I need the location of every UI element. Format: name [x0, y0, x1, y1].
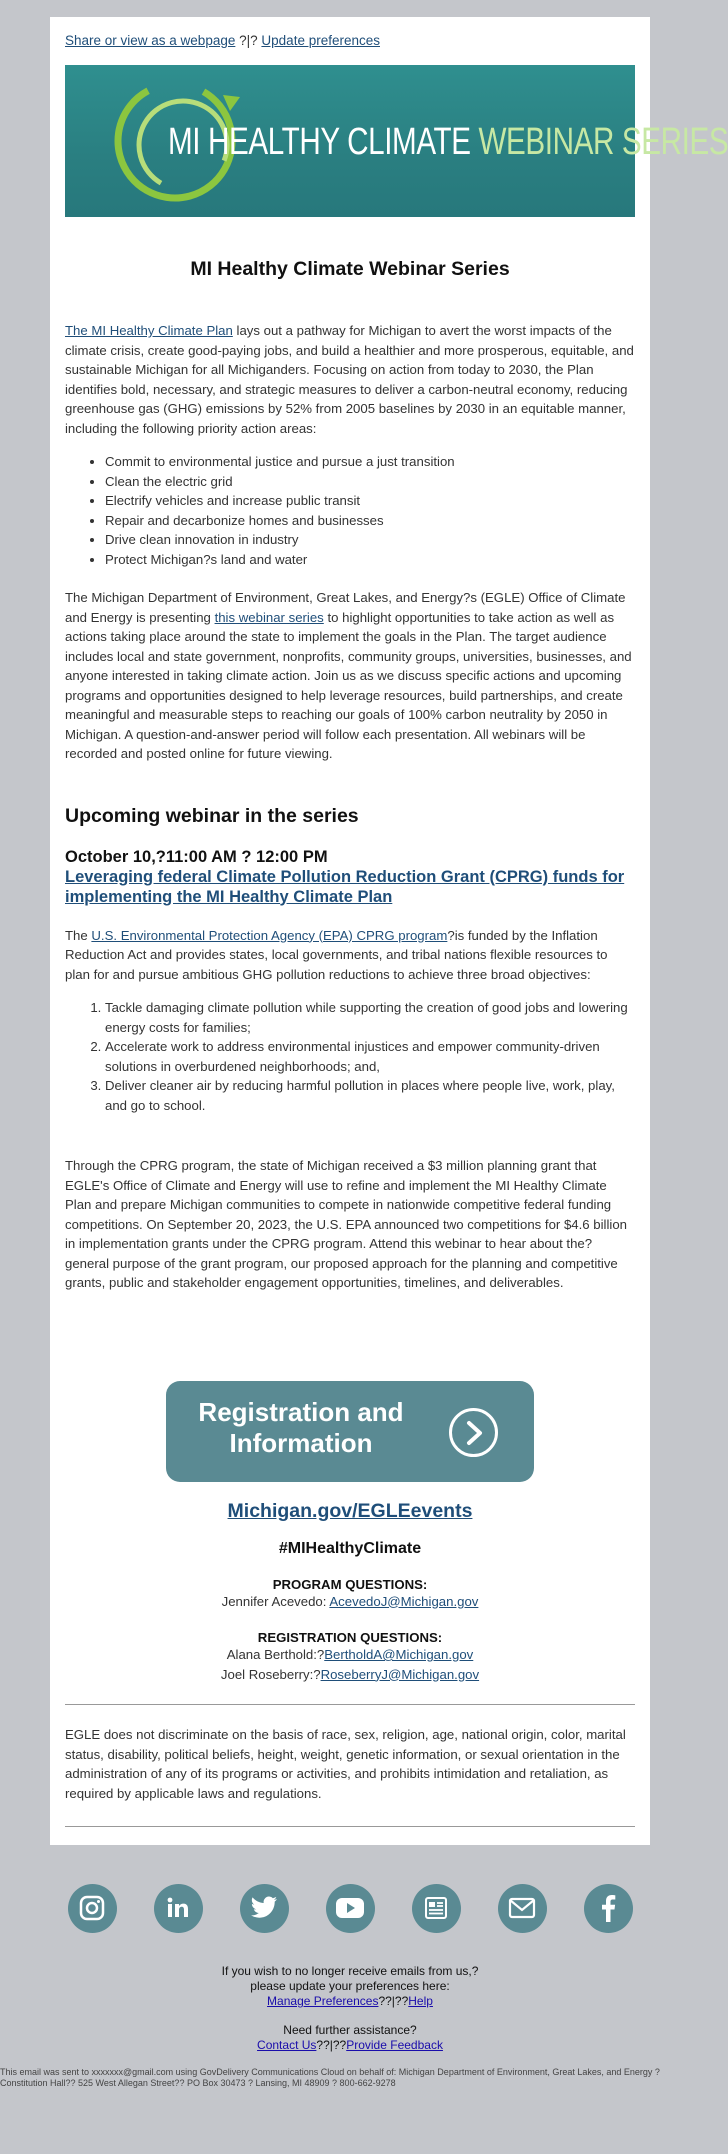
- intro-paragraph: [65, 321, 635, 438]
- cprg-text-after: ?is funded by the Inflation Reduction Act and provides states, local governments, and tribal nations flexible resources to plan for and pursue ambitious GHG pollution reductions to achieve three broad objectives:: [65, 927, 608, 982]
- registration-button-label: [166, 1397, 436, 1459]
- list-item: • Protect Michigan?s land and water: [105, 550, 635, 570]
- cprg-text-before: The: [65, 927, 92, 943]
- sent-notice: This email was sent to xxxxxxx@gmail.com using GovDelivery Communications Cloud on behalf of: Michigan Department of Environment, Great Lakes, and Energy ? Constitution Hall?? 525 West Allegan Street?? PO Box 30473 ? Lansing, MI 48909 ? 800-662-9278: [0, 2067, 660, 2088]
- footer-separator: ??|??: [378, 1994, 409, 2008]
- egle-paragraph: [65, 588, 635, 764]
- list-item: 3. Deliver cleaner air by reducing harmful pollution in places where people live, work, play, and go to school.: [105, 1076, 635, 1115]
- priority-actions-list: [105, 452, 635, 569]
- page-title: MI Healthy Climate Webinar Series: [190, 258, 510, 280]
- divider: [65, 1826, 635, 1827]
- email-card: [50, 17, 728, 1845]
- cprg-program-paragraph: Through the CPRG program, the state of Michigan received a $3 million planning grant that EGLE's Office of Climate and Energy will use to refine and implement the MI Healthy Climate Plan and prepare Michigan communities to compete in nationwide competitive federal funding competitions. On September 20, 2023, the U.S. EPA announced two competitions for $4.6 billion in implementation grants under the CPRG program. Attend this webinar to hear about the?general purpose of the grant program, our proposed approach for the planning and competitive grants, public and stakeholder engagement opportunities, timelines, and deliverables.: [65, 1158, 628, 1290]
- contact-name: Jennifer Acevedo:: [221, 1593, 330, 1609]
- list-item: • Electrify vehicles and increase public transit: [105, 491, 635, 511]
- arrow-right-icon: [449, 1408, 498, 1457]
- acevedo-email-link[interactable]: AcevedoJ@Michigan.gov: [329, 1593, 479, 1609]
- list-item: • Clean the electric grid: [105, 472, 635, 492]
- top-links: [65, 32, 635, 56]
- webinar-banner: [65, 65, 728, 217]
- registration-contact: [65, 1665, 635, 1685]
- registration-button-line2: Information: [229, 1427, 373, 1458]
- twitter-icon[interactable]: [240, 1884, 289, 1933]
- banner-title-accent: WEBINAR SERIES: [478, 121, 728, 163]
- preferences-links: [0, 1994, 700, 2009]
- manage-preferences-link[interactable]: Manage Preferences: [267, 1994, 379, 2008]
- youtube-icon[interactable]: [326, 1884, 375, 1933]
- contact-name: Joel Roseberry:?: [220, 1666, 321, 1682]
- cprg-paragraph: [65, 926, 635, 985]
- intro-text: lays out a pathway for Michigan to avert the worst impacts of the climate crisis, create good-paying jobs, and build a healthier and more prosperous, equitable, and sustainable Michigan for all Michiganders. Focusing on action from today to 2030, the Plan identifies bold, necessary, and strategic measures to deliver a carbon-neutral economy, reducing greenhouse gas (GHG) emissions by 52% from 2005 baselines by 2030 in an equitable manner, including the following priority action areas:: [65, 323, 634, 436]
- registration-button-line1: Registration and: [198, 1396, 404, 1427]
- footer: [0, 1964, 700, 2053]
- egle-text-before: The Michigan Department of Environment, Great Lakes, and Energy?s (EGLE) Office of Climate and Energy is presenting: [65, 590, 626, 625]
- nondiscrimination-statement: EGLE does not discriminate on the basis of race, sex, religion, age, national origin, color, marital status, disability, political beliefs, height, weight, genetic information, or sexual orientation in the administration of any of its programs or activities, and prohibits intimidation and retaliation, as required by applicable laws and regulations.: [65, 1727, 626, 1801]
- update-preferences-link[interactable]: Update preferences: [261, 33, 380, 48]
- roseberry-email-link[interactable]: RoseberryJ@Michigan.gov: [320, 1666, 480, 1682]
- berthold-email-link[interactable]: BertholdA@Michigan.gov: [324, 1647, 474, 1662]
- contact-name: Alana Berthold:?: [226, 1647, 325, 1662]
- provide-feedback-link[interactable]: Provide Feedback: [346, 2038, 443, 2052]
- egle-events-link[interactable]: Michigan.gov/EGLEevents: [227, 1499, 473, 1522]
- webinar-datetime: October 10,?11:00 AM ? 12:00 PM: [65, 847, 328, 866]
- list-item: • Commit to environmental justice and pursue a just transition: [105, 452, 635, 472]
- program-questions-heading: PROGRAM QUESTIONS:: [272, 1576, 428, 1592]
- social-links: [0, 1866, 700, 1950]
- email-icon[interactable]: [498, 1884, 547, 1933]
- help-link[interactable]: Help: [408, 1994, 433, 2008]
- registration-button[interactable]: [166, 1381, 534, 1482]
- unsubscribe-line1: If you wish to no longer receive emails from us,?: [221, 1964, 479, 1978]
- unsubscribe-line2: please update your preferences here:: [250, 1979, 450, 1993]
- divider: [65, 1704, 635, 1705]
- objectives-list: [105, 998, 635, 1115]
- banner-title-main: MI HEALTHY CLIMATE: [168, 121, 471, 163]
- contact-links: [0, 2038, 700, 2053]
- linkedin-icon[interactable]: [154, 1884, 203, 1933]
- list-item: 1. Tackle damaging climate pollution while supporting the creation of good jobs and lowering energy costs for families;: [105, 998, 635, 1037]
- registration-contact: [65, 1645, 635, 1665]
- webinar-title-link[interactable]: Leveraging federal Climate Pollution Reduction Grant (CPRG) funds for implementing the MI Healthy Climate Plan: [65, 867, 625, 906]
- footer-separator: ??|??: [316, 2038, 347, 2052]
- hashtag: #MIHealthyClimate: [278, 1539, 422, 1557]
- newsletter-icon[interactable]: [412, 1884, 461, 1933]
- webinar-series-link[interactable]: this webinar series: [214, 609, 324, 625]
- program-contact: [65, 1592, 635, 1612]
- share-webpage-link[interactable]: Share or view as a webpage: [65, 33, 236, 48]
- upcoming-heading: Upcoming webinar in the series: [65, 804, 359, 827]
- list-item: • Repair and decarbonize homes and businesses: [105, 511, 635, 531]
- banner-title: [168, 122, 728, 162]
- registration-questions-heading: REGISTRATION QUESTIONS:: [257, 1630, 443, 1645]
- need-assistance: Need further assistance?: [283, 2023, 417, 2037]
- contact-us-link[interactable]: Contact Us: [257, 2038, 317, 2052]
- top-links-separator: ?|?: [239, 33, 258, 48]
- epa-cprg-link[interactable]: U.S. Environmental Protection Agency (EPA) CPRG program: [91, 927, 448, 943]
- instagram-icon[interactable]: [68, 1884, 117, 1933]
- list-item: • Drive clean innovation in industry: [105, 530, 635, 550]
- facebook-icon[interactable]: [584, 1884, 633, 1933]
- healthy-climate-plan-link[interactable]: The MI Healthy Climate Plan: [65, 323, 233, 338]
- list-item: 2. Accelerate work to address environmental injustices and empower community-driven solutions in overburdened neighborhoods; and,: [105, 1037, 635, 1076]
- egle-text-after: to highlight opportunities to take action as well as actions taking place around the state to implement the goals in the Plan. The target audience includes local and state government, nonprofits, community groups, universities, businesses, and anyone interested in taking climate action. Join us as we discuss specific actions and upcoming programs and opportunities designed to help leverage resources, build partnerships, and create meaningful and measurable steps to reaching our goals of 100% carbon neutrality by 2050 in Michigan. A question-and-answer period will follow each presentation. All webinars will be recorded and posted online for future viewing.: [65, 609, 632, 761]
